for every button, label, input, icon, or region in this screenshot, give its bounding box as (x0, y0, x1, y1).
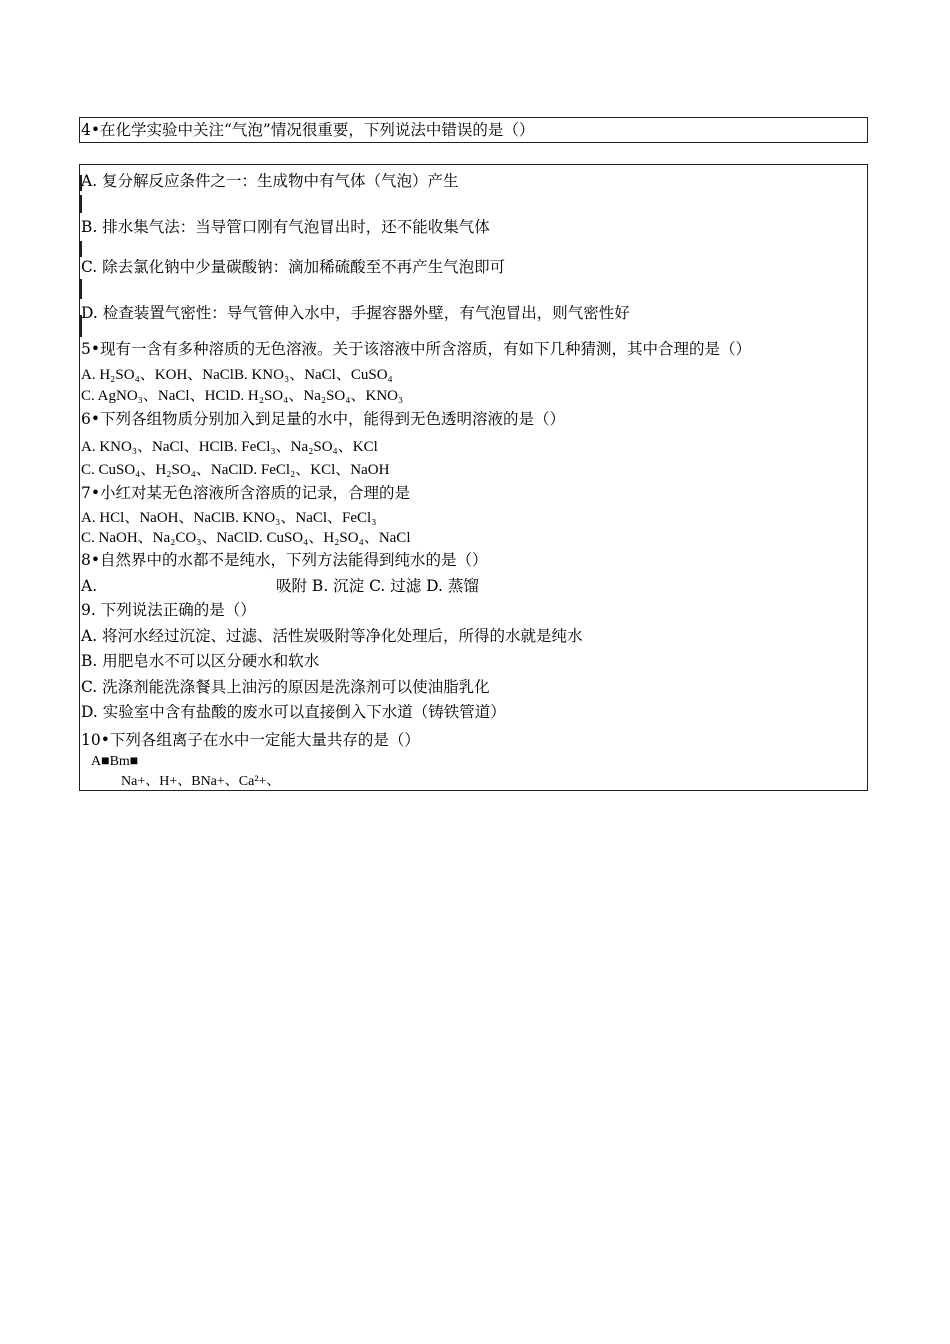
q6-options-cd: C. CuSO₄、H₂SO₄、NaClD. FeCl₂、KCl、NaOH (81, 462, 390, 478)
q10-option-labels: A■Bm■ (91, 754, 139, 769)
question-8-stem: 8•自然界中的水都不是纯水，下列方法能得到纯水的是（） (81, 551, 488, 569)
q4-option-b: B. 排水集气法：当导管口刚有气泡冒出时，还不能收集气体 (81, 218, 490, 236)
margin-mark (80, 279, 82, 299)
q7-options-ab: A. HCl、NaOH、NaClB. KNO₃、NaCl、FeCl₃ (81, 510, 377, 526)
question-5-stem: 5•现有一含有多种溶质的无色溶液。关于该溶液中所含溶质，有如下几种猜测，其中合理的是（） (81, 340, 752, 358)
q9-option-d: D. 实验室中含有盐酸的废水可以直接倒入下水道（铸铁管道） (81, 703, 506, 721)
question-4-stem: 4•在化学实验中关注“气泡”情况很重要，下列说法中错误的是（） (81, 121, 535, 139)
question-10-stem: 10•下列各组离子在水中一定能大量共存的是（） (81, 731, 420, 749)
question-7-stem: 7•小红对某无色溶液所含溶质的记录，合理的是 (81, 484, 411, 502)
q9-option-a: A. 将河水经过沉淀、过滤、活性炭吸附等净化处理后，所得的水就是纯水 (81, 627, 583, 645)
q5-options-cd: C. AgNO₃、NaCl、HClD. H₂SO₄、Na₂SO₄、KNO₃ (81, 388, 404, 404)
margin-mark (80, 241, 82, 257)
q9-option-b: B. 用肥皂水不可以区分硬水和软水 (81, 652, 320, 670)
q8-option-a-label: A. (81, 577, 98, 595)
q6-options-ab: A. KNO₃、NaCl、HClB. FeCl₃、Na₂SO₄、KCl (81, 439, 378, 455)
q10-ions: Na+、H+、BNa+、Ca²+、 (121, 774, 281, 789)
q8-options: 吸附 B. 沉淀 C. 过滤 D. 蒸馏 (276, 577, 479, 595)
question-9-stem: 9. 下列说法正确的是（） (81, 601, 256, 619)
question-6-stem: 6•下列各组物质分别加入到足量的水中，能得到无色透明溶液的是（） (81, 410, 566, 428)
q4-option-a: A. 复分解反应条件之一：生成物中有气体（气泡）产生 (81, 172, 459, 190)
q4-option-d: D. 检查装置气密性：导气管伸入水中，手握容器外壁，有气泡冒出，则气密性好 (81, 304, 630, 322)
question-4-box (79, 117, 868, 143)
q7-options-cd: C. NaOH、Na₂CO₃、NaClD. CuSO₄、H₂SO₄、NaCl (81, 530, 411, 546)
questions-box (79, 164, 868, 791)
q5-options-ab: A. H₂SO₄、KOH、NaClB. KNO₃、NaCl、CuSO₄ (81, 367, 393, 383)
q4-option-c: C. 除去氯化钠中少量碳酸钠：滴加稀硫酸至不再产生气泡即可 (81, 258, 506, 276)
q9-option-c: C. 洗涤剂能洗涤餐具上油污的原因是洗涤剂可以使油脂乳化 (81, 678, 490, 696)
margin-mark (80, 195, 82, 213)
